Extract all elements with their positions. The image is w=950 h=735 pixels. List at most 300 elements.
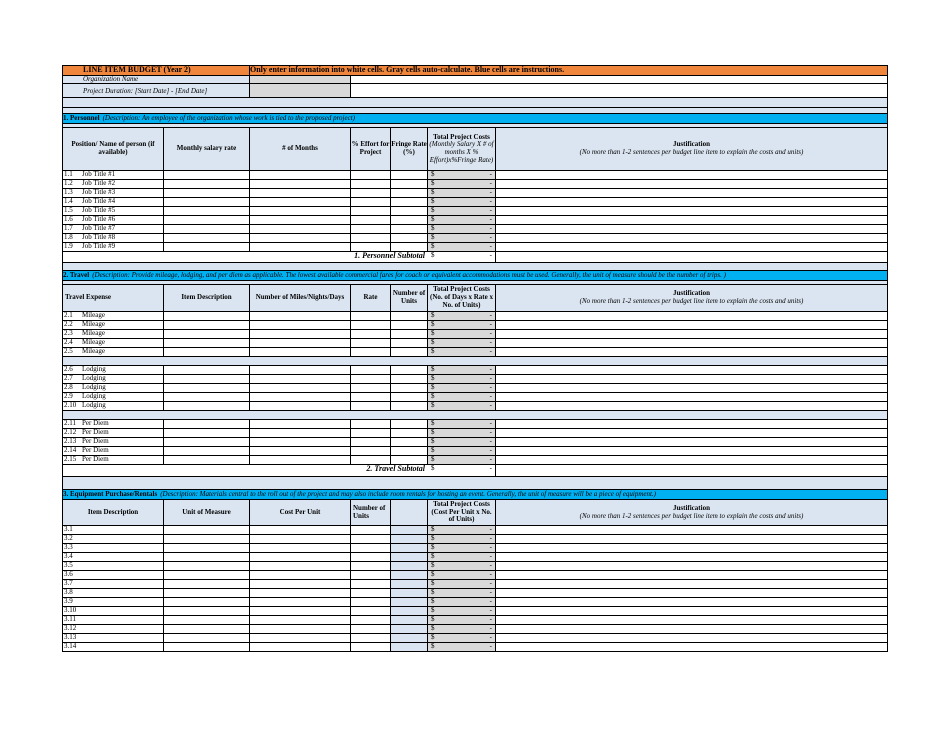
- number-of-units-input[interactable]: [351, 625, 391, 634]
- rate-input[interactable]: [351, 348, 391, 357]
- item-description-input[interactable]: [164, 375, 250, 384]
- amount-value: -: [489, 429, 492, 436]
- cost-per-unit-input[interactable]: [250, 607, 351, 616]
- effort-input[interactable]: [351, 189, 391, 198]
- line-number: 2.9: [62, 393, 82, 402]
- equipment-blank-column: [391, 625, 428, 634]
- justification-input[interactable]: [496, 553, 888, 562]
- equipment-item-input[interactable]: 3.13: [62, 634, 164, 643]
- equipment-row: [62, 616, 888, 625]
- equipment-section-desc: (Description: Materials central to the roll out of the project and may also include room rentals for hosting an event. Generally, the unit of measure will be a piece of equipment.): [160, 490, 657, 498]
- fringe-input[interactable]: [391, 234, 428, 243]
- line-number: 1.5: [62, 207, 82, 216]
- travel-expense-input[interactable]: Per Diem: [82, 429, 164, 438]
- units-input[interactable]: [391, 438, 428, 447]
- travel-row: [62, 375, 888, 384]
- unit-of-measure-input[interactable]: [164, 643, 250, 652]
- justification-input[interactable]: [496, 330, 888, 339]
- item-description-input[interactable]: [164, 312, 250, 321]
- justification-input[interactable]: [496, 366, 888, 375]
- currency-symbol: $: [431, 312, 435, 319]
- justification-input[interactable]: [496, 447, 888, 456]
- job-title-input[interactable]: Job Title #2: [82, 180, 164, 189]
- travel-row: [62, 456, 888, 465]
- miles-input[interactable]: [250, 348, 351, 357]
- header-justification-subtext: (No more than 1-2 sentences per budget line item to explain the costs and units): [579, 148, 804, 156]
- job-title-input[interactable]: Job Title #4: [82, 198, 164, 207]
- header-number-of-units-text: Number of Units: [392, 289, 426, 305]
- equipment-item-input[interactable]: 3.2: [62, 535, 164, 544]
- miles-input[interactable]: [250, 429, 351, 438]
- cost-per-unit-input[interactable]: [250, 625, 351, 634]
- item-description-input[interactable]: [164, 384, 250, 393]
- travel-expense-input[interactable]: Lodging: [82, 375, 164, 384]
- header-item-description: [164, 285, 250, 312]
- justification-input[interactable]: [496, 198, 888, 207]
- miles-input[interactable]: [250, 375, 351, 384]
- justification-input[interactable]: [496, 207, 888, 216]
- item-description-input[interactable]: [164, 321, 250, 330]
- total-cost-cell: [428, 243, 496, 252]
- units-input[interactable]: [391, 420, 428, 429]
- duration-gray: [250, 84, 351, 98]
- travel-bottom-spacer: [62, 477, 888, 490]
- line-number: 2.7: [62, 375, 82, 384]
- currency-symbol: $: [431, 526, 435, 533]
- org-name-gray: [250, 76, 351, 84]
- job-title-input[interactable]: Job Title #7: [82, 225, 164, 234]
- personnel-section-desc: (Description: An employee of the organization whose work is tied to the proposed project): [102, 114, 355, 122]
- amount-value: -: [489, 207, 492, 214]
- currency-symbol: $: [431, 180, 435, 187]
- salary-input[interactable]: [164, 171, 250, 180]
- unit-of-measure-input[interactable]: [164, 607, 250, 616]
- currency-symbol: $: [431, 535, 435, 542]
- header-unit-of-measure-text: Unit of Measure: [182, 507, 231, 516]
- header-total-costs-text: Total Project Costs: [433, 132, 490, 141]
- amount-value: -: [489, 447, 492, 454]
- justification-input[interactable]: [496, 571, 888, 580]
- travel-expense-input[interactable]: Mileage: [82, 339, 164, 348]
- amount-value: -: [489, 375, 492, 382]
- effort-input[interactable]: [351, 198, 391, 207]
- cost-per-unit-input[interactable]: [250, 634, 351, 643]
- units-input[interactable]: [391, 366, 428, 375]
- personnel-section-title: [62, 114, 888, 124]
- miles-input[interactable]: [250, 402, 351, 411]
- miles-input[interactable]: [250, 456, 351, 465]
- justification-input[interactable]: [496, 312, 888, 321]
- personnel-subtotal-row: [62, 252, 888, 263]
- units-input[interactable]: [391, 330, 428, 339]
- header-rate: [351, 285, 391, 312]
- cost-per-unit-input[interactable]: [250, 535, 351, 544]
- travel-expense-input[interactable]: Lodging: [82, 384, 164, 393]
- rate-input[interactable]: [351, 447, 391, 456]
- months-input[interactable]: [250, 180, 351, 189]
- travel-group-spacer-fill: [62, 411, 888, 420]
- effort-input[interactable]: [351, 243, 391, 252]
- unit-of-measure-input[interactable]: [164, 571, 250, 580]
- units-input[interactable]: [391, 402, 428, 411]
- unit-of-measure-input[interactable]: [164, 580, 250, 589]
- justification-input[interactable]: [496, 234, 888, 243]
- item-description-input[interactable]: [164, 438, 250, 447]
- fringe-input[interactable]: [391, 198, 428, 207]
- justification-input[interactable]: [496, 456, 888, 465]
- rate-input[interactable]: [351, 312, 391, 321]
- item-description-input[interactable]: [164, 339, 250, 348]
- travel-expense-input[interactable]: Mileage: [82, 330, 164, 339]
- personnel-bottom-spacer: [62, 263, 888, 271]
- amount-value: -: [489, 234, 492, 241]
- total-cost-cell: [428, 348, 496, 357]
- item-description-input[interactable]: [164, 429, 250, 438]
- units-input[interactable]: [391, 375, 428, 384]
- unit-of-measure-input[interactable]: [164, 634, 250, 643]
- equipment-row: [62, 607, 888, 616]
- unit-of-measure-input[interactable]: [164, 544, 250, 553]
- salary-input[interactable]: [164, 207, 250, 216]
- rate-input[interactable]: [351, 366, 391, 375]
- cost-per-unit-input[interactable]: [250, 562, 351, 571]
- justification-input[interactable]: [496, 580, 888, 589]
- item-description-input[interactable]: [164, 447, 250, 456]
- salary-input[interactable]: [164, 198, 250, 207]
- effort-input[interactable]: [351, 180, 391, 189]
- amount-value: -: [489, 553, 492, 560]
- justification-input[interactable]: [496, 375, 888, 384]
- currency-symbol: $: [431, 198, 435, 205]
- item-description-input[interactable]: [164, 366, 250, 375]
- travel-header-row: [62, 285, 888, 312]
- equipment-item-input[interactable]: 3.1: [62, 526, 164, 535]
- total-cost-cell: [428, 393, 496, 402]
- number-of-units-input[interactable]: [351, 562, 391, 571]
- job-title-input[interactable]: Job Title #1: [82, 171, 164, 180]
- total-cost-cell: [428, 634, 496, 643]
- amount-value: -: [489, 225, 492, 232]
- effort-input[interactable]: [351, 234, 391, 243]
- amount-value: -: [489, 312, 492, 319]
- equipment-item-input[interactable]: 3.12: [62, 625, 164, 634]
- miles-input[interactable]: [250, 312, 351, 321]
- effort-input[interactable]: [351, 225, 391, 234]
- item-description-input[interactable]: [164, 330, 250, 339]
- header-travel-total-text: Total Project Costs (No. of Days x Rate x No. of Units): [430, 285, 493, 309]
- unit-of-measure-input[interactable]: [164, 562, 250, 571]
- duration-input[interactable]: [351, 84, 888, 98]
- units-input[interactable]: [391, 312, 428, 321]
- number-of-units-input[interactable]: [351, 643, 391, 652]
- justification-input[interactable]: [496, 562, 888, 571]
- number-of-units-input[interactable]: [351, 526, 391, 535]
- justification-input[interactable]: [496, 321, 888, 330]
- number-of-units-input[interactable]: [351, 598, 391, 607]
- job-title-input[interactable]: Job Title #8: [82, 234, 164, 243]
- equipment-item-input[interactable]: 3.6: [62, 571, 164, 580]
- justification-input[interactable]: [496, 225, 888, 234]
- travel-expense-input[interactable]: Mileage: [82, 321, 164, 330]
- unit-of-measure-input[interactable]: [164, 616, 250, 625]
- miles-input[interactable]: [250, 438, 351, 447]
- justification-input[interactable]: [496, 598, 888, 607]
- header-monthly-salary-text: Monthly salary rate: [176, 144, 237, 153]
- rate-input[interactable]: [351, 375, 391, 384]
- total-cost-cell: [428, 375, 496, 384]
- justification-input[interactable]: [496, 535, 888, 544]
- equipment-blank-column: [391, 571, 428, 580]
- cost-per-unit-input[interactable]: [250, 571, 351, 580]
- rate-input[interactable]: [351, 438, 391, 447]
- fringe-input[interactable]: [391, 171, 428, 180]
- justification-input[interactable]: [496, 589, 888, 598]
- job-title-input[interactable]: Job Title #9: [82, 243, 164, 252]
- unit-of-measure-input[interactable]: [164, 589, 250, 598]
- cost-per-unit-input[interactable]: [250, 544, 351, 553]
- travel-expense-input[interactable]: Per Diem: [82, 420, 164, 429]
- fringe-input[interactable]: [391, 207, 428, 216]
- cost-per-unit-input[interactable]: [250, 616, 351, 625]
- travel-expense-input[interactable]: Mileage: [82, 348, 164, 357]
- equipment-item-input[interactable]: 3.8: [62, 589, 164, 598]
- unit-of-measure-input[interactable]: [164, 625, 250, 634]
- total-cost-cell: [428, 607, 496, 616]
- salary-input[interactable]: [164, 180, 250, 189]
- units-input[interactable]: [391, 321, 428, 330]
- equipment-row: [62, 535, 888, 544]
- equipment-row: [62, 598, 888, 607]
- travel-expense-input[interactable]: Per Diem: [82, 447, 164, 456]
- number-of-units-input[interactable]: [351, 544, 391, 553]
- justification-input[interactable]: [496, 429, 888, 438]
- units-input[interactable]: [391, 339, 428, 348]
- justification-input[interactable]: [496, 393, 888, 402]
- miles-input[interactable]: [250, 330, 351, 339]
- equipment-item-input[interactable]: 3.7: [62, 580, 164, 589]
- rate-input[interactable]: [351, 339, 391, 348]
- header-equipment-justification: [496, 500, 888, 526]
- cost-per-unit-input[interactable]: [250, 526, 351, 535]
- line-number: 2.10: [62, 402, 82, 411]
- total-cost-cell: [428, 553, 496, 562]
- fringe-input[interactable]: [391, 180, 428, 189]
- total-cost-cell: [428, 225, 496, 234]
- travel-expense-input[interactable]: Per Diem: [82, 456, 164, 465]
- justification-input[interactable]: [496, 438, 888, 447]
- fringe-input[interactable]: [391, 216, 428, 225]
- travel-row: [62, 402, 888, 411]
- equipment-item-input[interactable]: 3.11: [62, 616, 164, 625]
- unit-of-measure-input[interactable]: [164, 535, 250, 544]
- salary-input[interactable]: [164, 243, 250, 252]
- line-number: 1.4: [62, 198, 82, 207]
- salary-input[interactable]: [164, 234, 250, 243]
- months-input[interactable]: [250, 234, 351, 243]
- job-title-input[interactable]: Job Title #3: [82, 189, 164, 198]
- item-description-input[interactable]: [164, 420, 250, 429]
- item-description-input[interactable]: [164, 348, 250, 357]
- justification-input[interactable]: [496, 180, 888, 189]
- justification-input[interactable]: [496, 634, 888, 643]
- unit-of-measure-input[interactable]: [164, 553, 250, 562]
- travel-expense-input[interactable]: Per Diem: [82, 438, 164, 447]
- rate-input[interactable]: [351, 321, 391, 330]
- justification-input[interactable]: [496, 643, 888, 652]
- justification-input[interactable]: [496, 420, 888, 429]
- personnel-row: [62, 225, 888, 234]
- months-input[interactable]: [250, 225, 351, 234]
- travel-row: [62, 330, 888, 339]
- rate-input[interactable]: [351, 384, 391, 393]
- miles-input[interactable]: [250, 420, 351, 429]
- personnel-subtotal-blank: [496, 252, 888, 263]
- justification-input[interactable]: [496, 339, 888, 348]
- months-input[interactable]: [250, 243, 351, 252]
- months-input[interactable]: [250, 198, 351, 207]
- months-input[interactable]: [250, 171, 351, 180]
- number-of-units-input[interactable]: [351, 535, 391, 544]
- currency-symbol: $: [431, 625, 435, 632]
- miles-input[interactable]: [250, 321, 351, 330]
- number-of-units-input[interactable]: [351, 607, 391, 616]
- salary-input[interactable]: [164, 225, 250, 234]
- units-input[interactable]: [391, 429, 428, 438]
- item-description-input[interactable]: [164, 402, 250, 411]
- cost-per-unit-input[interactable]: [250, 553, 351, 562]
- travel-bottom-spacer-fill: [62, 477, 888, 490]
- cost-per-unit-input[interactable]: [250, 589, 351, 598]
- justification-input[interactable]: [496, 243, 888, 252]
- rate-input[interactable]: [351, 456, 391, 465]
- justification-input[interactable]: [496, 544, 888, 553]
- rate-input[interactable]: [351, 330, 391, 339]
- effort-input[interactable]: [351, 207, 391, 216]
- fringe-input[interactable]: [391, 189, 428, 198]
- personnel-section-name: 1. Personnel: [63, 114, 100, 122]
- header-travel-total: [428, 285, 496, 312]
- equipment-item-input[interactable]: 3.5: [62, 562, 164, 571]
- units-input[interactable]: [391, 456, 428, 465]
- job-title-input[interactable]: Job Title #5: [82, 207, 164, 216]
- miles-input[interactable]: [250, 447, 351, 456]
- salary-input[interactable]: [164, 216, 250, 225]
- equipment-blank-column: [391, 598, 428, 607]
- header-total-costs: [428, 128, 496, 171]
- travel-subtotal-value: [428, 465, 496, 477]
- travel-row: [62, 438, 888, 447]
- rate-input[interactable]: [351, 429, 391, 438]
- months-input[interactable]: [250, 189, 351, 198]
- travel-group-spacer: [62, 411, 888, 420]
- job-title-input[interactable]: Job Title #6: [82, 216, 164, 225]
- justification-input[interactable]: [496, 402, 888, 411]
- justification-input[interactable]: [496, 607, 888, 616]
- amount-value: -: [489, 402, 492, 409]
- header-equipment-justification-subtext: (No more than 1-2 sentences per budget line item to explain the costs and units): [579, 511, 804, 520]
- miles-input[interactable]: [250, 339, 351, 348]
- currency-symbol: $: [431, 598, 435, 605]
- amount-value: -: [489, 607, 492, 614]
- amount-value: -: [489, 526, 492, 533]
- units-input[interactable]: [391, 393, 428, 402]
- miles-input[interactable]: [250, 384, 351, 393]
- months-input[interactable]: [250, 216, 351, 225]
- rate-input[interactable]: [351, 420, 391, 429]
- amount-value: -: [489, 598, 492, 605]
- effort-input[interactable]: [351, 216, 391, 225]
- equipment-item-input[interactable]: 3.3: [62, 544, 164, 553]
- justification-input[interactable]: [496, 189, 888, 198]
- number-of-units-input[interactable]: [351, 589, 391, 598]
- units-input[interactable]: [391, 384, 428, 393]
- unit-of-measure-input[interactable]: [164, 598, 250, 607]
- justification-input[interactable]: [496, 616, 888, 625]
- miles-input[interactable]: [250, 366, 351, 375]
- number-of-units-input[interactable]: [351, 571, 391, 580]
- travel-expense-input[interactable]: Lodging: [82, 393, 164, 402]
- header-position: [62, 128, 164, 171]
- justification-input[interactable]: [496, 384, 888, 393]
- equipment-item-input[interactable]: 3.9: [62, 598, 164, 607]
- number-of-units-input[interactable]: [351, 616, 391, 625]
- currency-symbol: $: [431, 447, 435, 454]
- justification-input[interactable]: [496, 348, 888, 357]
- effort-input[interactable]: [351, 171, 391, 180]
- number-of-units-input[interactable]: [351, 553, 391, 562]
- rate-input[interactable]: [351, 393, 391, 402]
- months-input[interactable]: [250, 207, 351, 216]
- salary-input[interactable]: [164, 189, 250, 198]
- equipment-section-title-cell: [62, 490, 888, 500]
- justification-input[interactable]: [496, 171, 888, 180]
- justification-input[interactable]: [496, 625, 888, 634]
- equipment-item-input[interactable]: 3.14: [62, 643, 164, 652]
- justification-input[interactable]: [496, 526, 888, 535]
- header-months: [250, 128, 351, 171]
- units-input[interactable]: [391, 447, 428, 456]
- item-description-input[interactable]: [164, 393, 250, 402]
- justification-input[interactable]: [496, 216, 888, 225]
- cost-per-unit-input[interactable]: [250, 643, 351, 652]
- item-description-input[interactable]: [164, 456, 250, 465]
- amount-value: -: [489, 384, 492, 391]
- travel-expense-input[interactable]: Lodging: [82, 402, 164, 411]
- equipment-item-input[interactable]: 3.4: [62, 553, 164, 562]
- amount-value: -: [489, 562, 492, 569]
- fringe-input[interactable]: [391, 225, 428, 234]
- travel-expense-input[interactable]: Mileage: [82, 312, 164, 321]
- cost-per-unit-input[interactable]: [250, 598, 351, 607]
- number-of-units-input[interactable]: [351, 580, 391, 589]
- currency-symbol: $: [431, 634, 435, 641]
- units-input[interactable]: [391, 348, 428, 357]
- org-name-input[interactable]: [351, 76, 888, 84]
- currency-symbol: $: [431, 321, 435, 328]
- rate-input[interactable]: [351, 402, 391, 411]
- currency-symbol: $: [431, 171, 435, 178]
- header-equipment-total-text: Total Project Costs (Cost Per Unit x No. of Units): [431, 500, 492, 524]
- header-equipment-total: [428, 500, 496, 526]
- cost-per-unit-input[interactable]: [250, 580, 351, 589]
- equipment-item-input[interactable]: 3.10: [62, 607, 164, 616]
- number-of-units-input[interactable]: [351, 634, 391, 643]
- unit-of-measure-input[interactable]: [164, 526, 250, 535]
- currency-symbol: $: [431, 384, 435, 391]
- miles-input[interactable]: [250, 393, 351, 402]
- travel-expense-input[interactable]: Lodging: [82, 366, 164, 375]
- fringe-input[interactable]: [391, 243, 428, 252]
